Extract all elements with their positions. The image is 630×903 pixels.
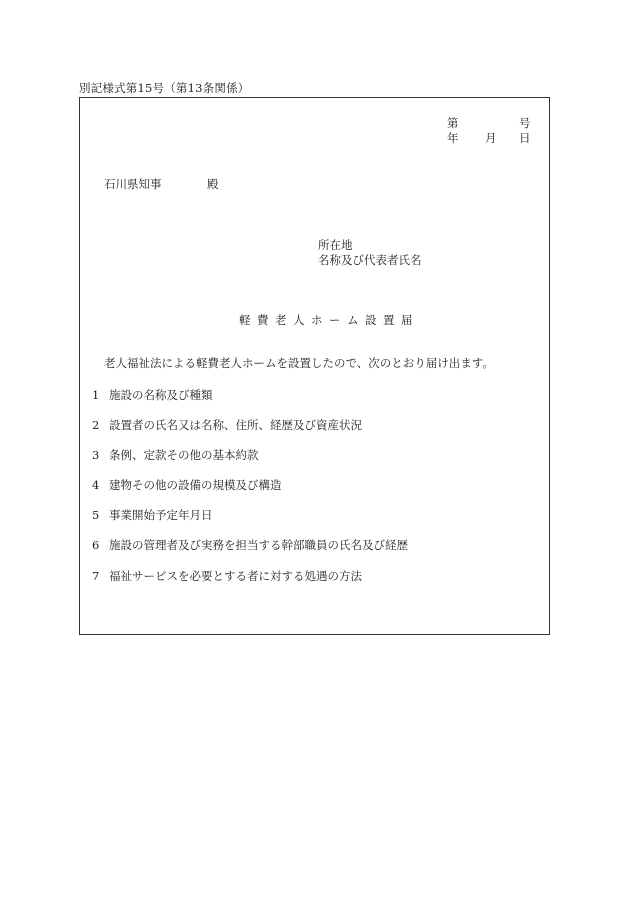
item-text: 建物その他の設備の規模及び構造 (109, 478, 282, 492)
ref-go: 号 (519, 116, 531, 130)
item-number: 3 (92, 448, 100, 462)
list-item (92, 417, 362, 433)
list-item (92, 387, 213, 403)
ref-dai: 第 (447, 116, 459, 130)
applicant-name-label: 名称及び代表者氏名 (318, 253, 422, 267)
list-item (92, 447, 259, 463)
addressee-honorific: 殿 (207, 177, 219, 191)
applicant-address-label: 所在地 (318, 238, 353, 252)
item-text: 福祉サービスを必要とする者に対する処遇の方法 (109, 569, 362, 583)
item-text: 施設の管理者及び実務を担当する幹部職員の氏名及び経歴 (109, 538, 408, 552)
item-text: 条例、定款その他の基本約款 (109, 448, 259, 462)
item-number: 5 (92, 508, 100, 522)
list-item (92, 568, 362, 584)
item-number: 4 (92, 478, 100, 492)
addressee-governor: 石川県知事 (104, 177, 162, 191)
form-frame (79, 97, 550, 635)
document-title: 軽費老人ホーム設置届 (239, 313, 419, 327)
form-number-label: 別記様式第15号（第13条関係） (79, 81, 250, 95)
item-text: 施設の名称及び種類 (109, 388, 213, 402)
list-item (92, 537, 408, 553)
ref-year: 年 (447, 131, 459, 145)
ref-month: 月 (485, 131, 497, 145)
item-number: 1 (92, 388, 100, 402)
item-number: 7 (92, 569, 100, 583)
item-number: 2 (92, 418, 100, 432)
ref-day: 日 (519, 131, 531, 145)
intro-text: 老人福祉法による軽費老人ホームを設置したので、次のとおり届け出ます。 (104, 356, 494, 370)
item-number: 6 (92, 538, 100, 552)
list-item (92, 477, 282, 493)
item-text: 設置者の氏名又は名称、住所、経歴及び資産状況 (109, 418, 362, 432)
item-text: 事業開始予定年月日 (109, 508, 213, 522)
list-item (92, 507, 213, 523)
